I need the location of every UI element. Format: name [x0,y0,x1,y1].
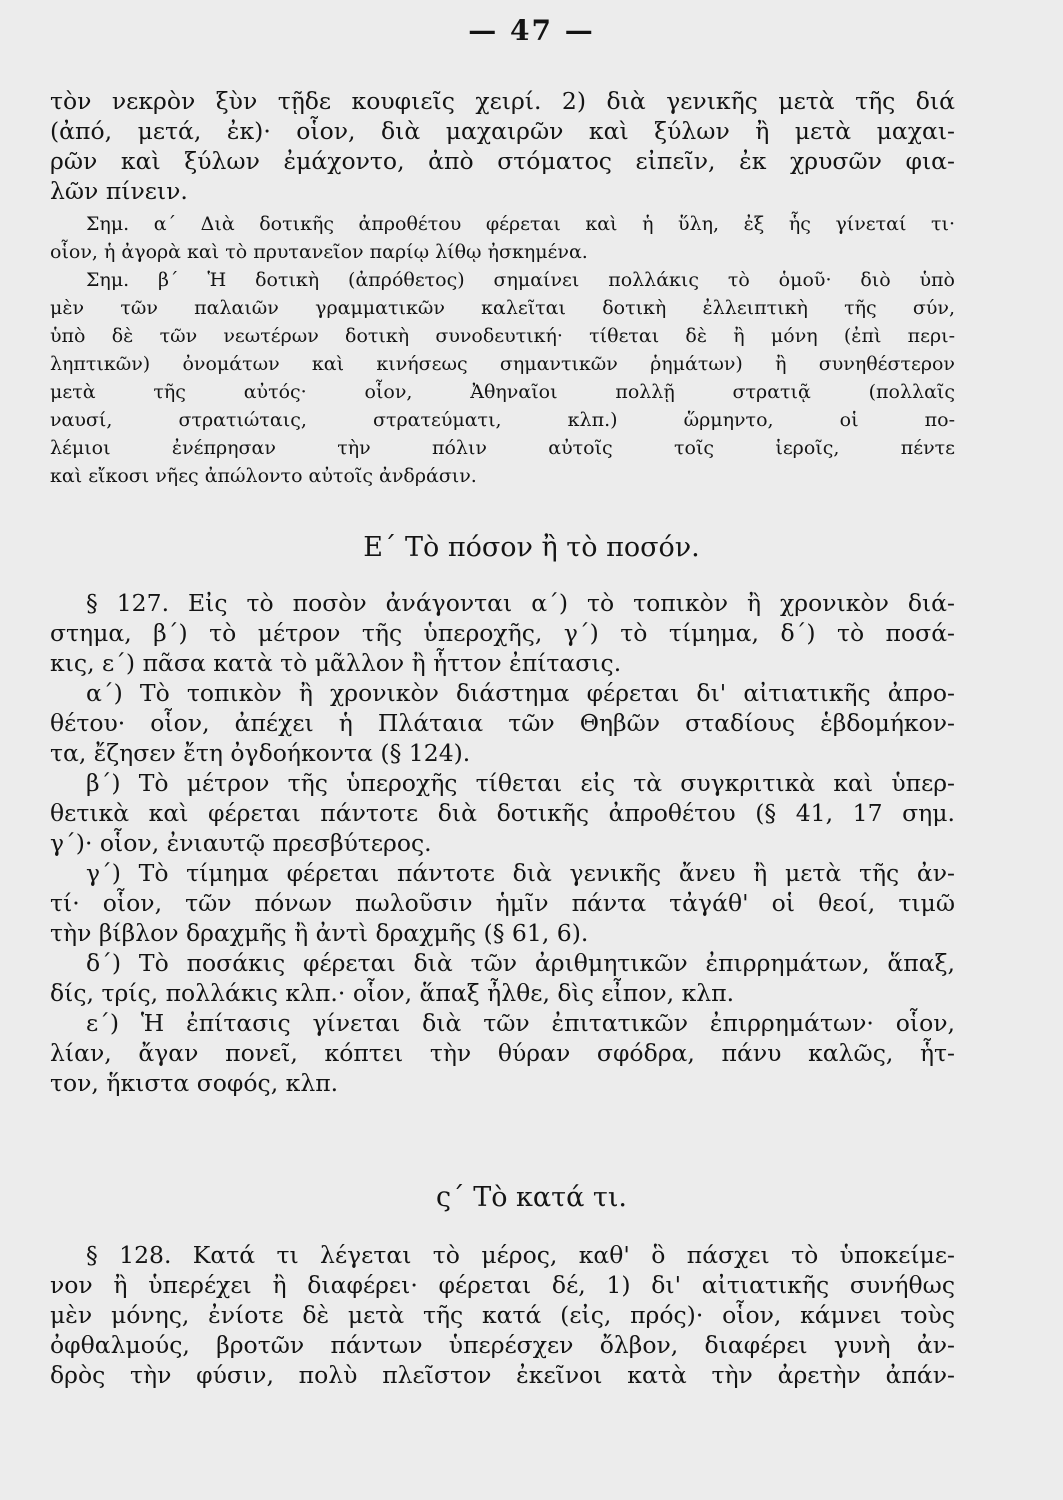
note-line: οἷον, ἡ ἀγορὰ καὶ τὸ πρυτανεῖον παρίῳ λίθῳ ἠσκημένα. [50,241,588,263]
text-line: ε΄) Ἡ ἐπίτασις γίνεται διὰ τῶν ἐπιτατικῶν ἐπιρρημάτων· οἷον, [86,1009,955,1037]
section-128 [50,1240,955,1390]
text-line: α΄) Τὸ τοπικὸν ἢ χρονικὸν διάστημα φέρεται δι' αἰτιατικῆς ἀπρο- [86,679,955,707]
text-line: δίς, τρίς, πολλάκις κλπ.· οἷον, ἅπαξ ἦλθε, δὶς εἶπον, κλπ. [50,979,735,1007]
text-line: γ΄) Τὸ τίμημα φέρεται πάντοτε διὰ γενικῆς ἄνευ ἢ μετὰ τῆς ἀν- [86,859,955,887]
note-line: μὲν τῶν παλαιῶν γραμματικῶν καλεῖται δοτικὴ ἐλλειπτικὴ τῆς σύν, [50,297,955,319]
text-line: κις, ε΄) πᾶσα κατὰ τὸ μᾶλλον ἢ ἧττον ἐπίτασις. [50,649,622,677]
text-line: θέτου· οἷον, ἀπέχει ἡ Πλάταια τῶν Θηβῶν σταδίους ἑβδομήκον- [50,709,955,737]
text-line: γ΄)· οἷον, ἐνιαυτῷ πρεσβύτερος. [50,829,432,857]
note-line: καὶ εἴκοσι νῆες ἀπώλοντο αὐτοῖς ἀνδράσιν. [50,465,477,487]
text-line: μὲν μόνης, ἐνίοτε δὲ μετὰ τῆς κατά (εἰς, πρός)· οἷον, κάμνει τοὺς [50,1301,955,1329]
note-line: Σημ. β΄ Ἡ δοτικὴ (ἀπρόθετος) σημαίνει πολλάκις τὸ ὁμοῦ· διὸ ὑπὸ [86,269,955,291]
section-heading-st: ς΄ Τὸ κατά τι. [435,1182,628,1213]
text-line: λίαν, ἄγαν πονεῖ, κόπτει τὴν θύραν σφόδρα, πάνυ καλῶς, ἧτ- [50,1039,955,1067]
text-line: τὴν βίβλον δραχμῆς ἢ ἀντὶ δραχμῆς (§ 61, 6). [50,919,589,947]
text-line: β΄) Τὸ μέτρον τῆς ὑπεροχῆς τίθεται εἰς τὰ συγκριτικὰ καὶ ὑπερ- [86,769,955,797]
text-line: στημα, β΄) τὸ μέτρον τῆς ὑπεροχῆς, γ΄) τὸ τίμημα, δ΄) τὸ ποσά- [50,619,955,647]
text-line: δ΄) Τὸ ποσάκις φέρεται διὰ τῶν ἀριθμητικῶν ἐπιρρημάτων, ἅπαξ, [86,949,955,977]
text-line: ὀφθαλμούς, βροτῶν πάντων ὑπερέσχεν ὄλβον, διαφέρει γυνὴ ἀν- [50,1331,955,1359]
section-heading-e: Ε΄ Τὸ πόσον ἢ τὸ ποσόν. [363,532,700,563]
text-line: θετικὰ καὶ φέρεται πάντοτε διὰ δοτικῆς ἀπροθέτου (§ 41, 17 σημ. [50,799,955,827]
note-line: ληπτικῶν) ὀνομάτων καὶ κινήσεως σημαντικῶν ῥημάτων) ἢ συνηθέστερον [50,353,955,375]
paragraph-continuation [50,86,955,206]
section-127 [50,588,955,1098]
note-line: μετὰ τῆς αὐτός· οἷον, Ἀθηναῖοι πολλῇ στρατιᾷ (πολλαῖς [50,381,955,403]
text-line: τὸν νεκρὸν ξὺν τῇδε κουφιεῖς χειρί. 2) διὰ γενικῆς μετὰ τῆς διά [50,87,955,115]
text-line: ρῶν καὶ ξύλων ἐμάχοντο, ἀπὸ στόματος εἰπεῖν, ἐκ χρυσῶν φια- [50,147,955,175]
note-line: ὑπὸ δὲ τῶν νεωτέρων δοτικὴ συνοδευτική· τίθεται δὲ ἢ μόνη (ἐπὶ περι- [50,325,955,347]
note-line: ναυσί, στρατιώταις, στρατεύματι, κλπ.) ὥρμηντο, οἱ πο- [50,409,955,431]
text-line: § 128. Κατά τι λέγεται τὸ μέρος, καθ' ὃ πάσχει τὸ ὑποκείμε- [86,1241,955,1269]
page-number: — 47 — [468,14,595,47]
text-line: § 127. Εἰς τὸ ποσὸν ἀνάγονται α΄) τὸ τοπικὸν ἢ χρονικὸν διά- [86,589,955,617]
text-line: δρὸς τὴν φύσιν, πολὺ πλεῖστον ἐκεῖνοι κατὰ τὴν ἀρετὴν ἀπάν- [50,1361,955,1389]
text-line: λῶν πίνειν. [50,177,188,205]
text-line: (ἀπό, μετά, ἐκ)· οἷον, διὰ μαχαιρῶν καὶ ξύλων ἢ μετὰ μαχαι- [50,117,955,145]
note-line: λέμιοι ἐνέπρησαν τὴν πόλιν αὐτοῖς τοῖς ἱεροῖς, πέντε [50,437,955,459]
text-line: τον, ἥκιστα σοφός, κλπ. [50,1069,339,1097]
notes-block [50,210,955,490]
text-line: τα, ἔζησεν ἔτη ὀγδοήκοντα (§ 124). [50,739,471,767]
text-line: νον ἢ ὑπερέχει ἢ διαφέρει· φέρεται δέ, 1) δι' αἰτιατικῆς συνήθως [50,1271,955,1299]
note-line: Σημ. α΄ Διὰ δοτικῆς ἀπροθέτου φέρεται καὶ ἡ ὕλη, ἐξ ἧς γίνεταί τι· [86,213,955,235]
text-line: τί· οἷον, τῶν πόνων πωλοῦσιν ἡμῖν πάντα τἀγάθ' οἱ θεοί, τιμῶ [50,889,955,917]
